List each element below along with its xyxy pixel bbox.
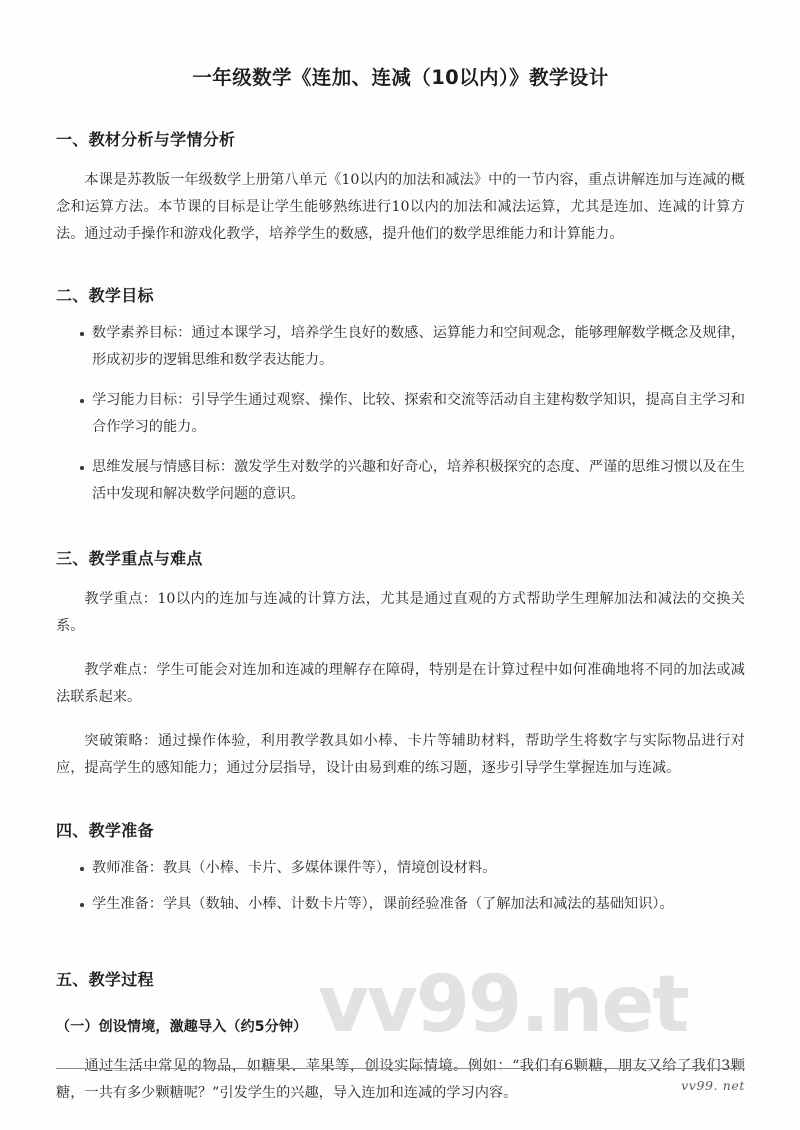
watermark-text: vv99.net xyxy=(318,960,688,1050)
list-item: 学生准备：学具（数轴、小棒、计数卡片等），课前经验准备（了解加法和减法的基础知识）。 xyxy=(56,891,745,918)
section-heading-1: 一、教材分析与学情分析 xyxy=(56,130,236,149)
subsection-5-1-paragraph-1: 通过生活中常见的物品，如糖果、苹果等，创设实际情境。例如：“我们有6颗糖，朋友又给了我们3颗糖，一共有多少颗糖呢？”引发学生的兴趣，导入连加和连减的学习内容。 xyxy=(56,1058,745,1101)
page-title: 一年级数学《连加、连减（10以内）》教学设计 xyxy=(192,66,609,89)
list-item: 学习能力目标：引导学生通过观察、操作、比较、探索和交流等活动自主建构数学知识，提高自主学习和合作学习的能力。 xyxy=(56,387,745,441)
section-3-paragraph-2: 教学难点：学生可能会对连加和连减的理解存在障碍，特别是在计算过程中如何准确地将不同的加法或减法联系起来。 xyxy=(56,662,745,705)
section-2-bullet-list xyxy=(56,306,745,508)
section-heading-5: 五、教学过程 xyxy=(56,970,154,989)
footer-site-label: vv99. net xyxy=(681,1078,745,1093)
list-item: 数学素养目标：通过本课学习，培养学生良好的数感、运算能力和空间观念，能够理解数学概念及规律，形成初步的逻辑思维和数学表达能力。 xyxy=(56,320,745,374)
page-footer xyxy=(56,1068,745,1093)
section-heading-3: 三、教学重点与难点 xyxy=(56,549,203,568)
list-item: 思维发展与情感目标：激发学生对数学的兴趣和好奇心，培养积极探究的态度、严谨的思维习惯以及在生活中发现和解决数学问题的意识。 xyxy=(56,454,745,508)
list-item: 教师准备：教具（小棒、卡片、多媒体课件等），情境创设材料。 xyxy=(56,855,745,882)
subsection-heading-5-1: （一）创设情境，激趣导入（约5分钟） xyxy=(56,1019,308,1035)
section-3-paragraph-1: 教学重点：10以内的连加与连减的计算方法，尤其是通过直观的方式帮助学生理解加法和减法的交换关系。 xyxy=(56,591,745,634)
section-1-paragraph-1: 本课是苏教版一年级数学上册第八单元《10以内的加法和减法》中的一节内容，重点讲解连加与连减的概念和运算方法。本节课的目标是让学生能够熟练进行10以内的加法和减法运算，尤其是连加、连减的计算方法。通过动手操作和游戏化教学，培养学生的数感，提升他们的数学思维能力和计算能力。 xyxy=(56,172,745,242)
section-3-paragraph-3: 突破策略：通过操作体验，利用教学教具如小棒、卡片等辅助材料，帮助学生将数字与实际物品进行对应，提高学生的感知能力；通过分层指导，设计由易到难的练习题，逐步引导学生掌握连加与连减。 xyxy=(56,733,745,776)
section-4-bullet-list xyxy=(56,841,745,918)
section-heading-2: 二、教学目标 xyxy=(56,286,154,305)
section-heading-4: 四、教学准备 xyxy=(56,821,154,840)
